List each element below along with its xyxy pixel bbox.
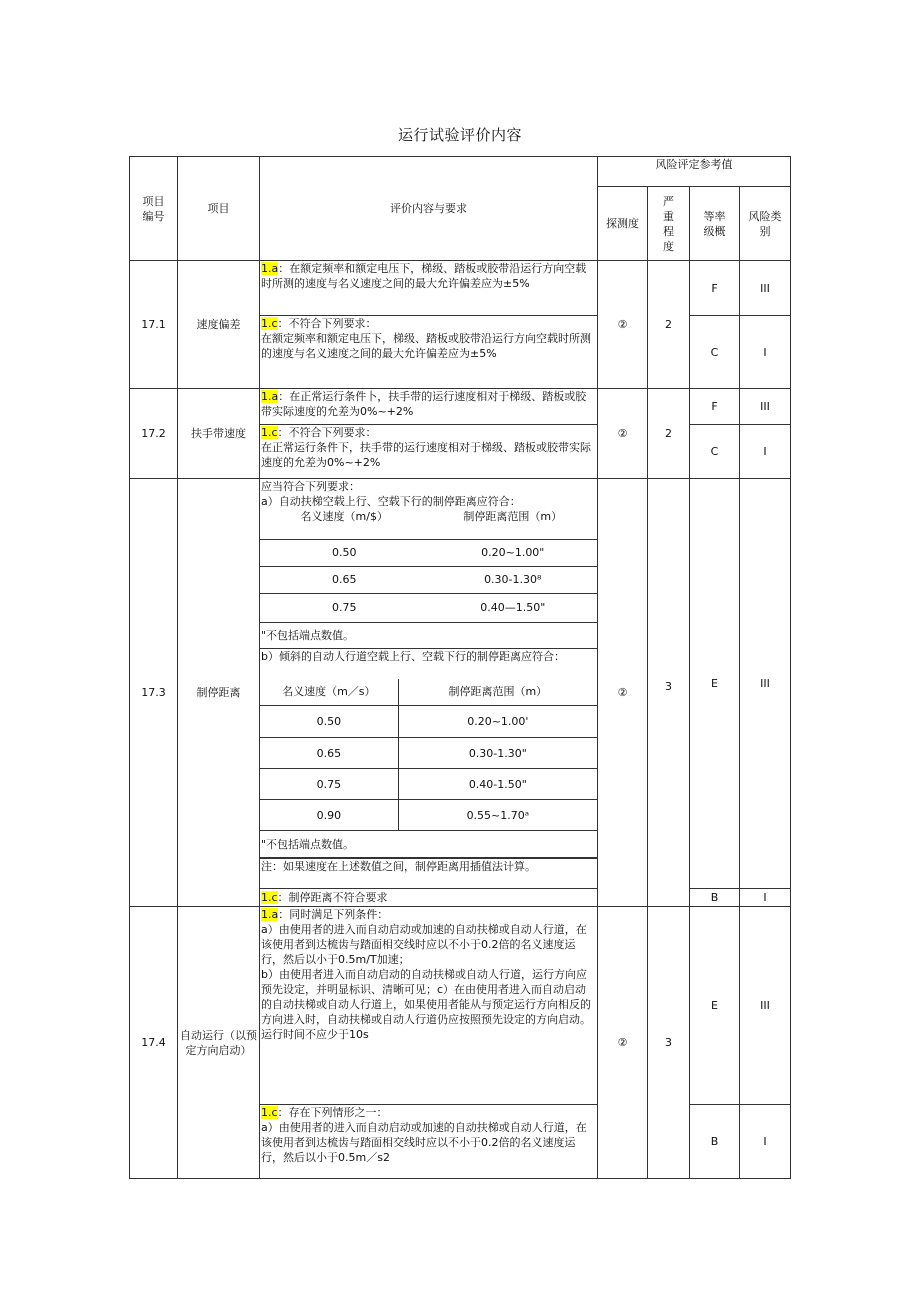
severity-value: 3: [648, 479, 690, 907]
header-id: 项目 编号: [130, 157, 178, 261]
prob-value: E: [690, 907, 740, 1105]
detect-value: ②: [598, 261, 648, 389]
requirement-a: [260, 907, 598, 1105]
row-id: 17.1: [130, 261, 178, 389]
category-value: I: [740, 316, 791, 389]
category-value: III: [740, 261, 791, 316]
category-value: III: [740, 389, 791, 425]
header-content: 评价内容与要求: [260, 157, 598, 261]
table-footnote: "不包括端点数值。: [260, 831, 597, 858]
requirement-text: ：制停距离不符合要求: [277, 891, 388, 904]
distance-value: 0.30-1.30⁸: [429, 566, 598, 593]
note-text: 注：如果速度在上述数值之间，制停距离用插值法计算。: [260, 858, 597, 875]
severity-value: 3: [648, 907, 690, 1179]
row-item: 速度偏差: [178, 261, 260, 389]
table-row: [130, 261, 791, 316]
stop-distance-table-b: [260, 679, 597, 859]
speed-value: 0.50: [260, 539, 429, 566]
distance-value: 0.40-1.50": [398, 769, 597, 800]
row-item: 扶手带速度: [178, 389, 260, 479]
requirement-c: [260, 889, 598, 907]
severity-value: 2: [648, 389, 690, 479]
row-item: 制停距离: [178, 479, 260, 907]
speed-value: 0.50: [260, 706, 398, 738]
prob-value: F: [690, 261, 740, 316]
row-item: 自动运行（以预定方向启动）: [178, 907, 260, 1179]
requirement-c: [260, 425, 598, 479]
distance-value: 0.20~1.00': [398, 706, 597, 738]
stop-distance-table-a: [260, 509, 597, 649]
distance-value: 0.40—1.50": [429, 593, 598, 622]
highlight-mark: 1.c: [261, 891, 278, 904]
detect-value: ②: [598, 389, 648, 479]
distance-value: 0.30-1.30": [398, 738, 597, 769]
table-row: [260, 800, 597, 831]
speed-value: 0.65: [260, 738, 398, 769]
speed-value: 0.75: [260, 769, 398, 800]
page-title: 运行试验评价内容: [397, 126, 522, 144]
evaluation-table: [129, 156, 791, 1179]
requirement-text: ：不符合下列要求： 在正常运行条件下，扶手带的运行速度相对于梯级、踏板或胶带实际速度的允差为0%~+2%: [261, 426, 591, 469]
col-distance: 制停距离范围（m）: [398, 679, 597, 706]
speed-value: 0.90: [260, 800, 398, 831]
prob-value: E: [690, 479, 740, 889]
category-value: III: [740, 907, 791, 1105]
row-id: 17.4: [130, 907, 178, 1179]
row-id: 17.2: [130, 389, 178, 479]
table-row: [260, 706, 597, 738]
detect-value: ②: [598, 907, 648, 1179]
highlight-mark: 1.a: [261, 908, 279, 921]
row-id: 17.3: [130, 479, 178, 907]
header-severity: 严 重 程 度: [648, 187, 690, 261]
requirement-text: ：不符合下列要求： 在额定频率和额定电压下，梯级、踏板或胶带沿运行方向空载时所测的速度与名义速度之间的最大允许偏差应为±5%: [261, 317, 591, 360]
table-footnote: "不包括端点数值。: [260, 622, 597, 648]
distance-value: 0.55~1.70ᵃ: [398, 800, 597, 831]
requirement-text: ：在额定频率和额定电压下，梯级、踏板或胶带沿运行方向空载时所测的速度与名义速度之间的最大允许偏差应为±5%: [261, 262, 587, 290]
requirement-text: ：同时满足下列条件： a）由使用者的进入而自动启动或加速的自动扶梯或自动人行道，在该使用者到达梳齿与踏面相交线时应以不小于0.2倍的名义速度运行，然后以小于0.5m/T加速； b）由使用者进入而自动启动的自动扶梯或自动人行道，运行方向应预先设定，并明显标识、清晰可见；c）在由使用者进入而自动启动的自动扶梯或自动人行道上，如果使用者能从与预定运行方向相反的方向进入时，自动扶梯或自动人行道仍应按照预先设定的方向启动。运行时间不应少于10s: [261, 908, 591, 1041]
speed-value: 0.75: [260, 593, 429, 622]
table-row: [130, 479, 791, 889]
prob-value: C: [690, 425, 740, 479]
highlight-mark: 1.c: [261, 426, 278, 439]
speed-value: 0.65: [260, 566, 429, 593]
requirement-a: [260, 261, 598, 316]
header-row: [130, 157, 791, 187]
header-detect: 探测度: [598, 187, 648, 261]
header-risk-ref: 风险评定参考值: [598, 157, 791, 187]
requirement-text: ：存在下列情形之一： a）由使用者的进入而自动启动或加速的自动扶梯或自动人行道，在该使用者到达梳齿与踏面相交线时应以不小于0.2倍的名义速度运行，然后以小于0.5m／s2: [261, 1106, 587, 1164]
highlight-mark: 1.c: [261, 1106, 278, 1119]
table-row: [260, 539, 597, 566]
prob-value: B: [690, 1105, 740, 1179]
category-value: I: [740, 1105, 791, 1179]
prob-value: B: [690, 889, 740, 907]
table-row: [260, 769, 597, 800]
header-prob: 等率 级概: [690, 187, 740, 261]
requirement-c: [260, 316, 598, 389]
col-speed: 名义速度（m/$）: [260, 509, 429, 539]
requirement-text: ：在正常运行条件卜，扶手带的运行速度相对于梯级、踏板或胶带实际速度的允差为0%~+2%: [261, 390, 587, 418]
prob-value: C: [690, 316, 740, 389]
requirement-c: [260, 1105, 598, 1179]
table-row: [260, 566, 597, 593]
table-row: [130, 389, 791, 425]
prob-value: F: [690, 389, 740, 425]
table-row: [130, 907, 791, 1105]
category-value: I: [740, 425, 791, 479]
table-row: [260, 738, 597, 769]
highlight-mark: 1.a: [261, 390, 279, 403]
requirement-text: b）倾斜的自动人行道空载上行、空载下行的制停距离应符合：: [261, 649, 565, 663]
header-item: 项目: [178, 157, 260, 261]
requirement-a: [260, 479, 598, 889]
highlight-mark: 1.c: [261, 317, 278, 330]
header-category: 风险类 别: [740, 187, 791, 261]
requirement-a: [260, 389, 598, 425]
requirement-text: 应当符合下列要求： a）自动扶梯空载上行、空载下行的制停距离应符合：: [261, 480, 521, 508]
detect-value: ②: [598, 479, 648, 907]
category-value: III: [740, 479, 791, 889]
highlight-mark: 1.a: [261, 262, 279, 275]
severity-value: 2: [648, 261, 690, 389]
distance-value: 0.20~1.00": [429, 539, 598, 566]
col-speed: 名义速度（m／s）: [260, 679, 398, 706]
table-row: [260, 593, 597, 622]
col-distance: 制停距离范围（m）: [429, 509, 598, 539]
category-value: I: [740, 889, 791, 907]
